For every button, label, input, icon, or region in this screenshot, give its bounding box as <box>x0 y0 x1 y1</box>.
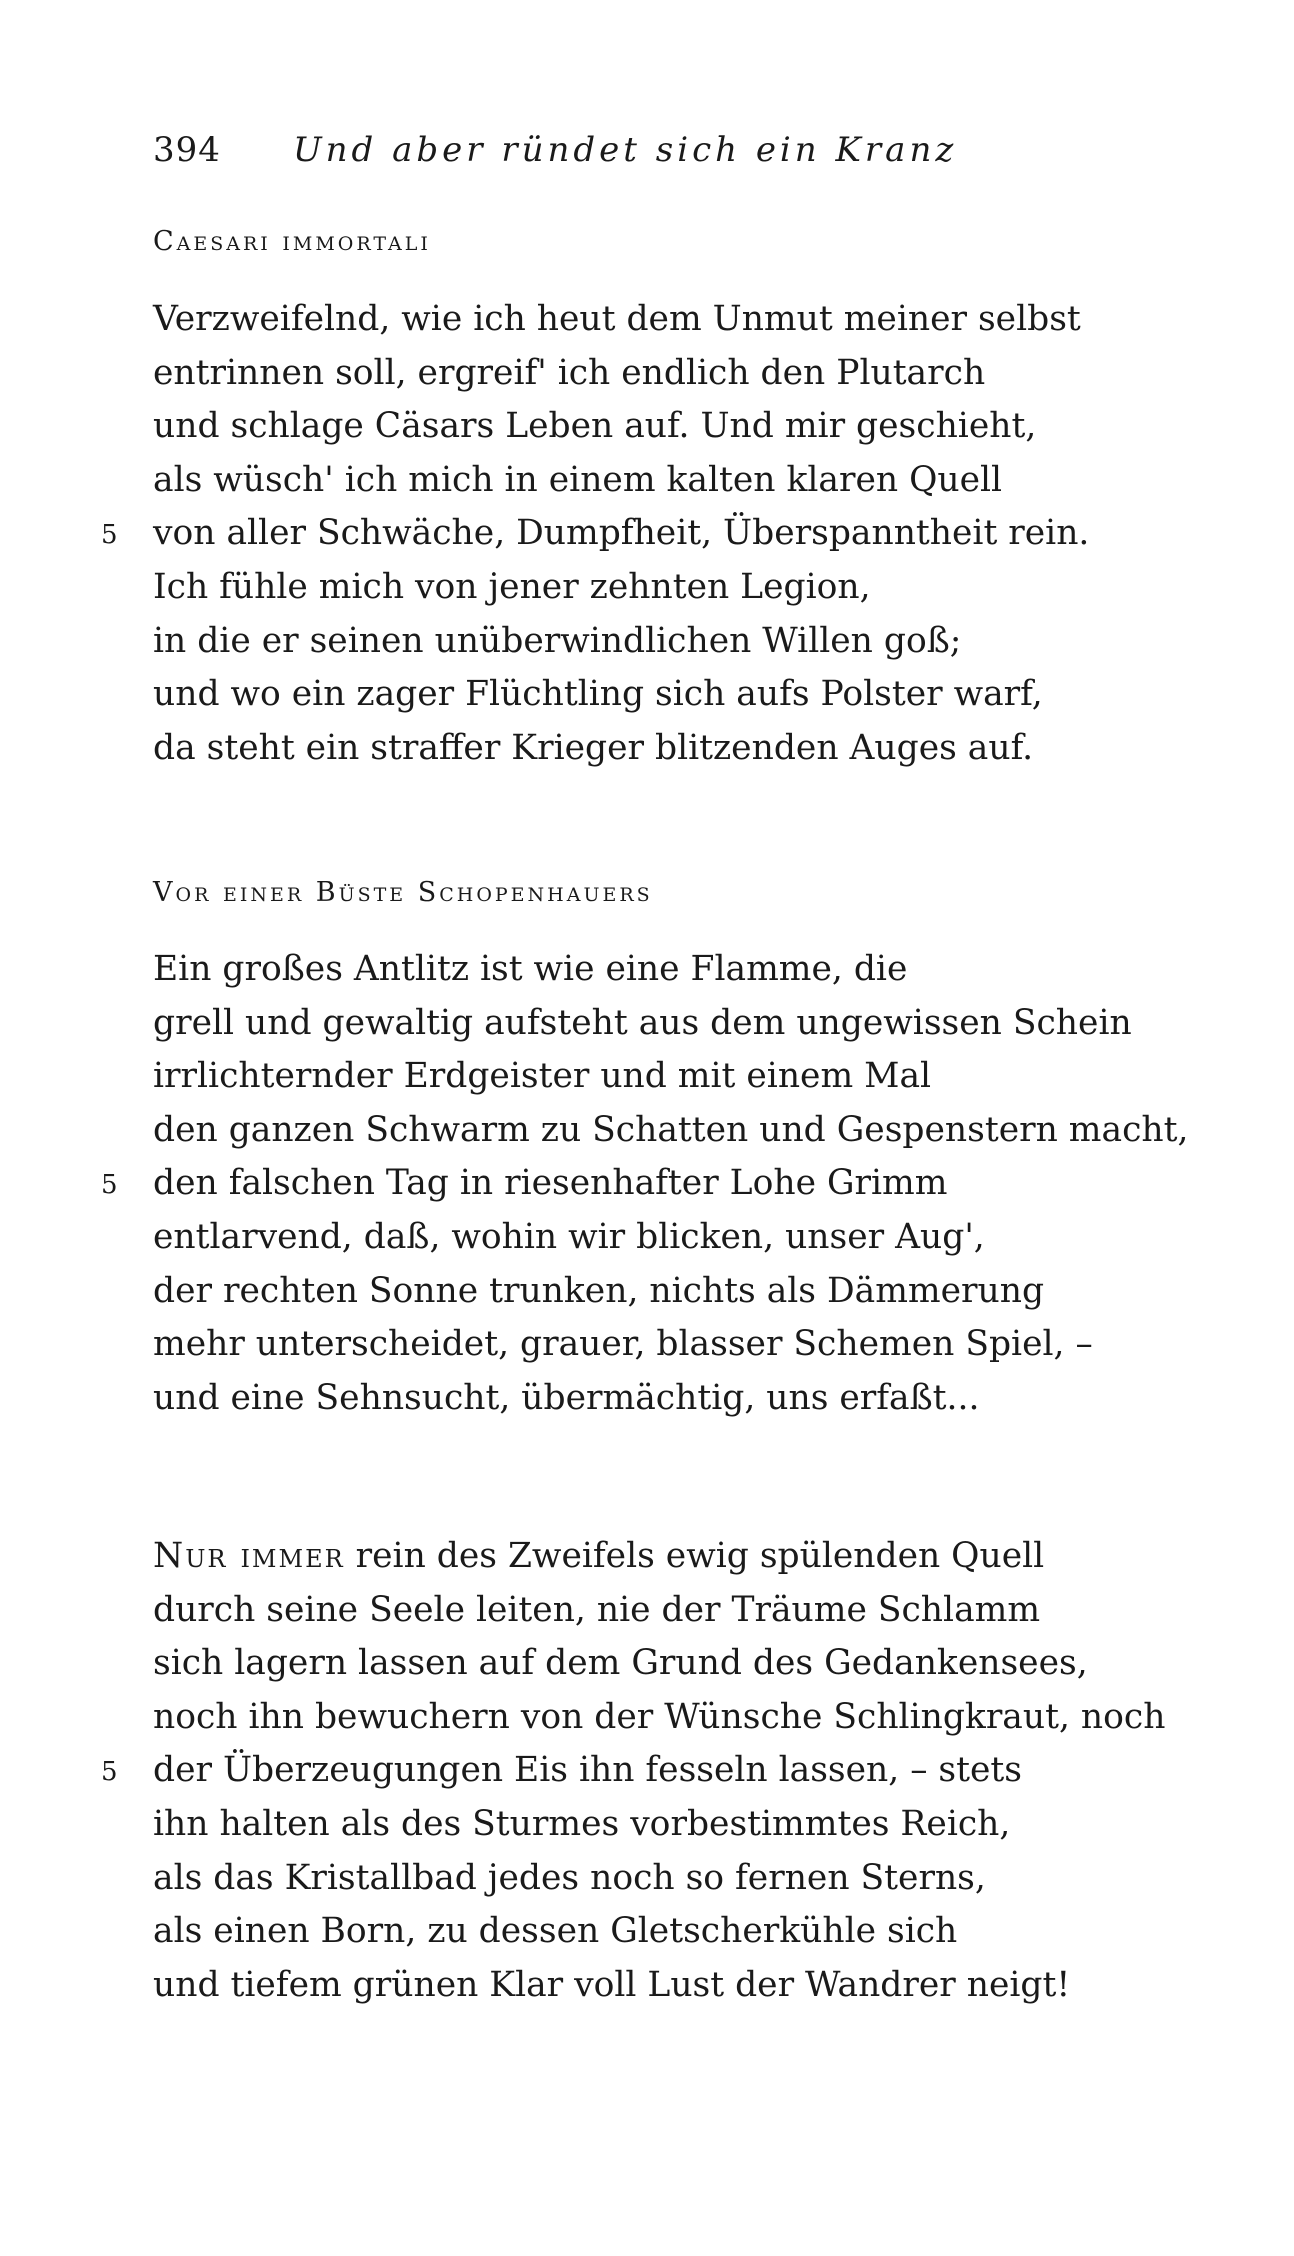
poem-nur-immer <box>101 1530 1253 2012</box>
running-head <box>153 128 957 172</box>
page-number: 394 <box>153 130 221 170</box>
verse-line: der rechten Sonne trunken, nichts als Dämmerung <box>153 1270 1045 1311</box>
verse-line: als wüsch' ich mich in einem kalten klaren Quell <box>153 459 1003 500</box>
poem-caesari <box>101 293 1253 775</box>
opening-words: Nur immer <box>153 1536 345 1576</box>
verse-line: und wo ein zager Flüchtling sich aufs Polster warf, <box>153 674 1043 715</box>
line-number: 5 <box>101 1757 118 1788</box>
verse-line: und schlage Cäsars Leben auf. Und mir geschieht, <box>153 406 1037 447</box>
verse-line: irrlichternder Erdgeister und mit einem Mal <box>153 1056 932 1097</box>
line-number: 5 <box>101 1170 118 1201</box>
verse-line: in die er seinen unüberwindlichen Willen goß; <box>153 620 962 661</box>
verse-line: durch seine Seele leiten, nie der Träume Schlamm <box>153 1589 1041 1630</box>
verse-line: den ganzen Schwarm zu Schatten und Gespenstern macht, <box>153 1109 1189 1150</box>
verse-line: und tiefem grünen Klar voll Lust der Wandrer neigt! <box>153 1964 1071 2005</box>
verse-line: und eine Sehnsucht, übermächtig, uns erfaßt... <box>153 1377 980 1418</box>
verse-line: sich lagern lassen auf dem Grund des Gedankensees, <box>153 1643 1088 1684</box>
verse-line: als einen Born, zu dessen Gletscherkühle sich <box>153 1911 958 1952</box>
poem-title-schopenhauer: Vor einer Büste Schopenhauers <box>153 877 653 908</box>
verse-text: rein des Zweifels ewig spülenden Quell <box>344 1536 1045 1576</box>
line-number: 5 <box>101 520 118 551</box>
verse-text: den falschen Tag in riesenhafter Lohe Grimm <box>153 1163 948 1204</box>
verse-line: entlarvend, daß, wohin wir blicken, unser Aug', <box>153 1216 985 1257</box>
verse-text: der Überzeugungen Eis ihn fesseln lassen, – stets <box>153 1750 1022 1791</box>
verse-line: grell und gewaltig aufsteht aus dem ungewissen Schein <box>153 1002 1132 1043</box>
verse-line: Ein großes Antlitz ist wie eine Flamme, die <box>153 949 908 989</box>
verse-line-5 <box>101 1157 1253 1211</box>
verse-line-5 <box>101 507 1253 561</box>
poem-title-caesari: Caesari immortali <box>153 226 431 257</box>
verse-line: ihn halten als des Sturmes vorbestimmtes Reich, <box>153 1803 1011 1844</box>
verse-line: noch ihn bewuchern von der Wünsche Schlingkraut, noch <box>153 1696 1166 1737</box>
verse-text: von aller Schwäche, Dumpfheit, Überspanntheit rein. <box>153 513 1090 554</box>
verse-line: mehr unterscheidet, grauer, blasser Schemen Spiel, – <box>153 1324 1093 1365</box>
verse-line-5 <box>101 1744 1253 1798</box>
verse-line: entrinnen soll, ergreif' ich endlich den Plutarch <box>153 352 986 393</box>
running-title: Und aber ründet sich ein Kranz <box>293 130 958 170</box>
verse-line: da steht ein straffer Krieger blitzenden Auges auf. <box>153 727 1034 768</box>
verse-line-first <box>153 1530 1253 1584</box>
poem-schopenhauer <box>101 943 1253 1425</box>
verse-line: als das Kristallbad jedes noch so fernen Sterns, <box>153 1857 986 1898</box>
verse-line: Verzweifelnd, wie ich heut dem Unmut meiner selbst <box>153 299 1081 339</box>
verse-line: Ich fühle mich von jener zehnten Legion, <box>153 566 871 607</box>
